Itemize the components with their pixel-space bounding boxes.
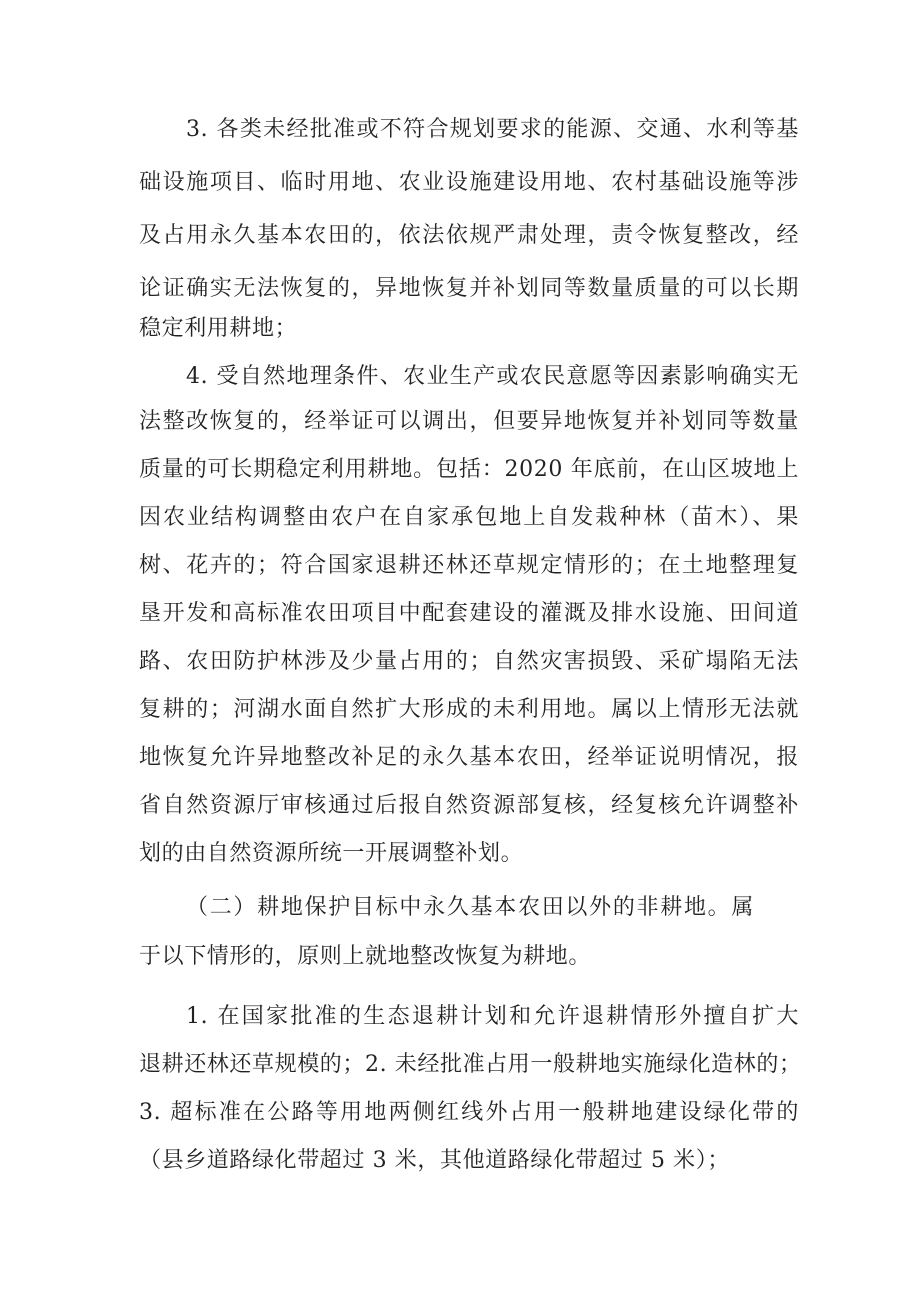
paragraph-4-line-9: 地恢复允许异地整改补足的永久基本农田，经举证说明情况，报 [139, 745, 799, 770]
paragraph-4-line-2: 法整改恢复的，经举证可以调出，但要异地恢复并补划同等数量 [139, 409, 799, 434]
paragraph-5-line-2: 退耕还林还草规模的；2. 未经批准占用一般耕地实施绿化造林的； [139, 1052, 802, 1077]
paragraph-3-line-5: 稳定利用耕地； [139, 316, 298, 341]
paragraph-3-line-1: 3. 各类未经批准或不符合规划要求的能源、交通、水利等基 [186, 117, 799, 142]
paragraph-3-line-3: 及占用永久基本农田的，依法依规严肃处理，责令恢复整改，经 [139, 223, 799, 248]
paragraph-5-line-3: 3. 超标准在公路等用地两侧红线外占用一般耕地建设绿化带的 [139, 1100, 799, 1125]
paragraph-3-line-2: 础设施项目、临时用地、农业设施建设用地、农村基础设施等涉 [139, 170, 799, 195]
paragraph-4-line-6: 垦开发和高标准农田项目中配套建设的灌溉及排水设施、田间道 [139, 601, 799, 626]
paragraph-4-line-1: 4. 受自然地理条件、农业生产或农民意愿等因素影响确实无 [186, 364, 799, 389]
paragraph-4-line-7: 路、农田防护林涉及少量占用的；自然灾害损毁、采矿塌陷无法 [139, 649, 799, 674]
paragraph-4-line-5: 树、花卉的；符合国家退耕还林还草规定情形的；在土地整理复 [139, 553, 799, 578]
paragraph-4-line-10: 省自然资源厅审核通过后报自然资源部复核，经复核允许调整补 [139, 793, 799, 818]
paragraph-5-line-1: 1. 在国家批准的生态退耕计划和允许退耕情形外擅自扩大 [186, 1004, 799, 1029]
section-heading-line-1: （二）耕地保护目标中永久基本农田以外的非耕地。属 [186, 895, 754, 920]
paragraph-5-line-4: （县乡道路绿化带超过 3 米，其他道路绿化带超过 5 米）； [139, 1148, 730, 1173]
paragraph-3-line-4: 论证确实无法恢复的，异地恢复并补划同等数量质量的可以长期 [139, 276, 799, 301]
paragraph-4-line-11: 划的由自然资源所统一开展调整补划。 [139, 841, 524, 866]
section-heading-line-2: 于以下情形的，原则上就地整改恢复为耕地。 [139, 944, 592, 969]
paragraph-4-line-8: 复耕的；河湖水面自然扩大形成的未利用地。属以上情形无法就 [139, 697, 799, 722]
paragraph-4-line-4: 因农业结构调整由农户在自家承包地上自发栽种林（苗木）、果 [139, 505, 799, 530]
paragraph-4-line-3: 质量的可长期稳定利用耕地。包括：2020 年底前，在山区坡地上 [139, 457, 799, 482]
